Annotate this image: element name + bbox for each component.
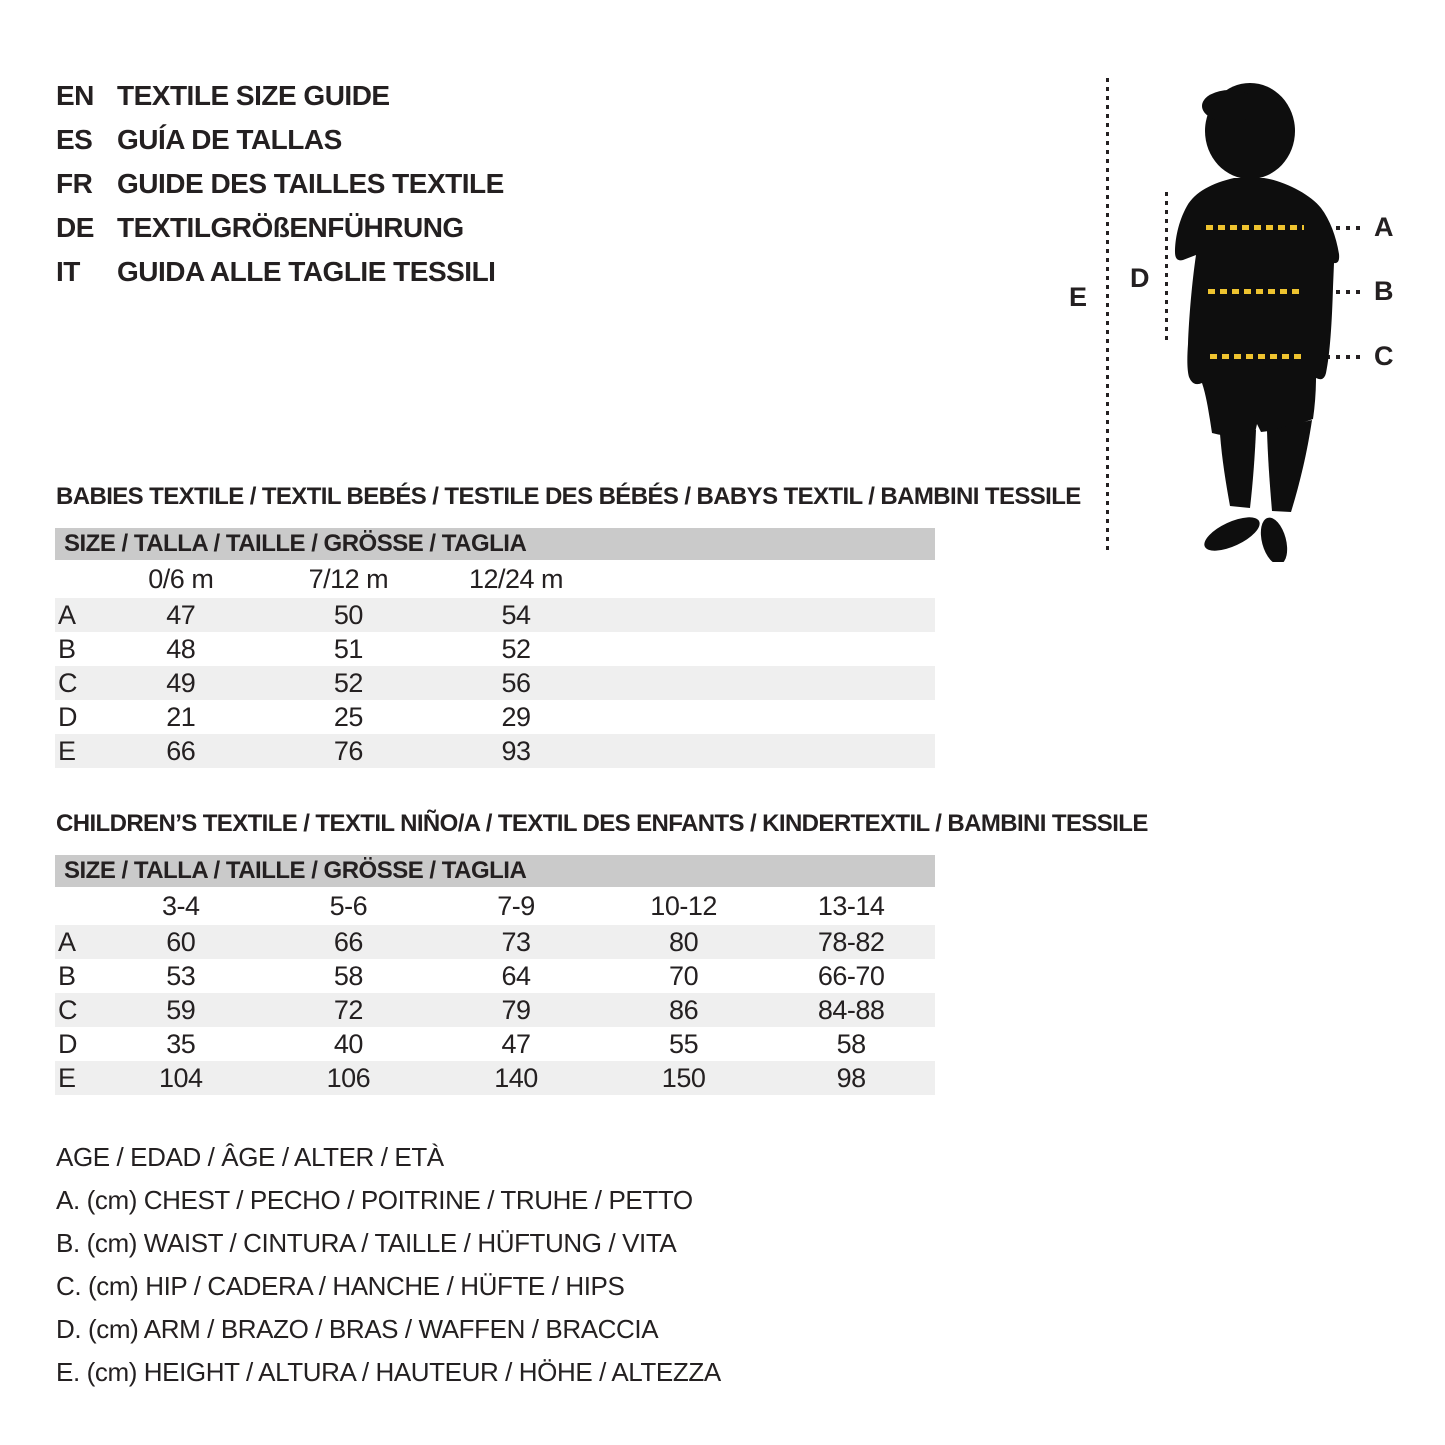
table-row-label: D — [58, 701, 77, 732]
table-row-label: D — [58, 1028, 77, 1059]
language-title: GUÍA DE TALLAS — [117, 124, 342, 155]
children-table-body — [55, 887, 935, 1095]
table-row — [55, 700, 935, 734]
legend-line: C. (cm) HIP / CADERA / HANCHE / HÜFTE / HIPS — [56, 1271, 625, 1301]
table-cell: 66-70 — [817, 960, 885, 991]
babies-size-table — [55, 528, 935, 768]
table-row — [55, 598, 935, 632]
legend-line: A. (cm) CHEST / PECHO / POITRINE / TRUHE / PETTO — [56, 1185, 693, 1215]
table-cell: 104 — [159, 1062, 203, 1093]
language-row — [56, 206, 504, 250]
table-row-label: C — [58, 994, 77, 1025]
table-cell: 86 — [669, 994, 699, 1025]
table-cell: 52 — [501, 633, 531, 664]
height-measure-label: E — [1069, 282, 1088, 312]
table-row-label: E — [58, 735, 76, 766]
language-row — [56, 250, 504, 294]
children-size-table — [55, 855, 935, 1095]
table-row-label: A — [58, 599, 76, 630]
table-row-label: A — [58, 926, 76, 957]
table-cell: 48 — [166, 633, 196, 664]
table-cell: 53 — [166, 960, 196, 991]
language-title: GUIDE DES TAILLES TEXTILE — [117, 168, 504, 199]
child-silhouette-image — [1164, 82, 1348, 562]
table-cell: 59 — [166, 994, 196, 1025]
table-row-label: B — [58, 960, 76, 991]
table-column-header: 10-12 — [650, 890, 717, 921]
table-cell: 64 — [501, 960, 531, 991]
table-row — [55, 632, 935, 666]
table-column-header: 5-6 — [329, 890, 368, 921]
language-code: IT — [56, 256, 80, 287]
table-cell: 29 — [501, 701, 531, 732]
chest-measure-label: A — [1374, 212, 1394, 242]
table-cell: 78-82 — [817, 926, 885, 957]
arm-measure-label: D — [1130, 263, 1150, 293]
hip-measure-label: C — [1374, 341, 1394, 371]
table-row — [55, 993, 935, 1027]
table-cell: 54 — [501, 599, 531, 630]
table-cell: 140 — [494, 1062, 538, 1093]
table-cell: 76 — [333, 735, 363, 766]
table-cell: 58 — [836, 1028, 866, 1059]
legend-line: B. (cm) WAIST / CINTURA / TAILLE / HÜFTUNG / VITA — [56, 1228, 677, 1258]
legend-line: AGE / EDAD / ÂGE / ALTER / ETÀ — [56, 1142, 444, 1172]
table-column-header: 7-9 — [497, 890, 535, 921]
table-column-header: 13-14 — [817, 890, 885, 921]
language-row — [56, 74, 504, 118]
table-row — [55, 925, 935, 959]
table-cell: 66 — [166, 735, 196, 766]
table-row-label: E — [58, 1062, 76, 1093]
table-cell: 52 — [333, 667, 363, 698]
language-row — [56, 162, 504, 206]
table-cell: 21 — [166, 701, 196, 732]
table-row — [55, 1061, 935, 1095]
table-cell: 72 — [333, 994, 363, 1025]
language-code: ES — [56, 124, 93, 155]
table-cell: 150 — [661, 1062, 706, 1093]
table-cell: 66 — [333, 926, 363, 957]
table-cell: 25 — [333, 701, 363, 732]
table-cell: 79 — [501, 994, 531, 1025]
measurement-legend — [56, 1136, 721, 1394]
hip-measure-yellow-dashes — [1210, 354, 1305, 359]
table-row — [55, 734, 935, 768]
table-cell: 84-88 — [817, 994, 885, 1025]
table-cell: 47 — [501, 1028, 531, 1059]
language-title: TEXTILGRÖßENFÜHRUNG — [117, 212, 464, 243]
legend-line: D. (cm) ARM / BRAZO / BRAS / WAFFEN / BRACCIA — [56, 1314, 659, 1344]
language-code: FR — [56, 168, 93, 199]
babies-size-header-bar — [55, 528, 935, 560]
table-cell: 98 — [836, 1062, 866, 1093]
table-cell: 51 — [333, 633, 363, 664]
table-column-header: 7/12 m — [308, 563, 389, 594]
table-column-header-row — [55, 887, 935, 925]
table-row — [55, 1027, 935, 1061]
language-title: GUIDA ALLE TAGLIE TESSILI — [117, 256, 496, 287]
table-cell: 73 — [501, 926, 531, 957]
table-cell: 47 — [166, 599, 196, 630]
table-cell: 56 — [501, 667, 531, 698]
language-title: TEXTILE SIZE GUIDE — [117, 80, 390, 111]
children-section-title: CHILDREN’S TEXTILE / TEXTIL NIÑO/A / TEXTIL DES ENFANTS / KINDERTEXTIL / BAMBINI TESSILE — [56, 810, 1148, 837]
babies-size-header-text: SIZE / TALLA / TAILLE / GRÖSSE / TAGLIA — [64, 530, 527, 557]
height-measure-dotted-line — [1106, 78, 1109, 552]
language-code: EN — [56, 80, 94, 111]
babies-section-title: BABIES TEXTILE / TEXTIL BEBÉS / TESTILE DES BÉBÉS / BABYS TEXTIL / BAMBINI TESSILE — [56, 483, 1081, 510]
table-cell: 50 — [333, 599, 363, 630]
table-column-header: 3-4 — [162, 890, 200, 921]
legend-line: E. (cm) HEIGHT / ALTURA / HAUTEUR / HÖHE / ALTEZZA — [56, 1357, 721, 1387]
table-cell: 49 — [166, 667, 196, 698]
waist-measure-yellow-dashes — [1208, 289, 1302, 294]
table-column-header: 12/24 m — [468, 563, 564, 594]
children-size-header-bar — [55, 855, 935, 887]
table-column-header: 0/6 m — [148, 563, 214, 594]
table-cell: 80 — [669, 926, 699, 957]
table-cell: 60 — [166, 926, 196, 957]
language-title-list — [56, 74, 504, 294]
table-cell: 70 — [669, 960, 699, 991]
table-cell: 106 — [326, 1062, 371, 1093]
babies-table-body — [55, 560, 935, 768]
table-cell: 40 — [333, 1028, 363, 1059]
language-code: DE — [56, 212, 94, 243]
language-row — [56, 118, 504, 162]
table-cell: 35 — [166, 1028, 196, 1059]
children-size-header-text: SIZE / TALLA / TAILLE / GRÖSSE / TAGLIA — [64, 857, 527, 884]
table-row-label: B — [58, 633, 76, 664]
waist-measure-label: B — [1374, 276, 1394, 306]
table-row — [55, 666, 935, 700]
table-cell: 58 — [333, 960, 363, 991]
table-cell: 55 — [669, 1028, 699, 1059]
chest-measure-yellow-dashes — [1206, 225, 1304, 230]
table-row — [55, 959, 935, 993]
table-row-label: C — [58, 667, 77, 698]
table-cell: 93 — [501, 735, 531, 766]
table-column-header-row — [55, 560, 935, 598]
